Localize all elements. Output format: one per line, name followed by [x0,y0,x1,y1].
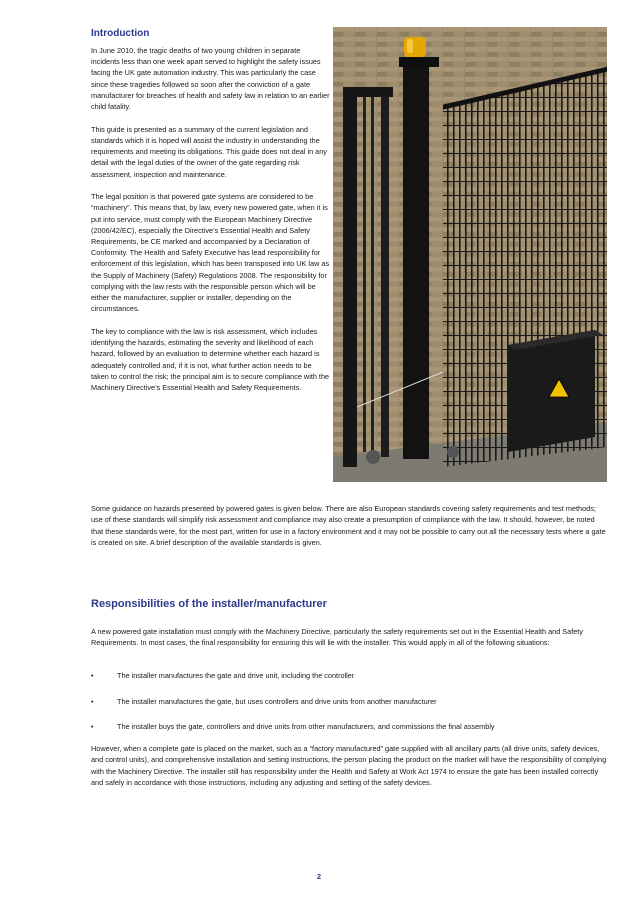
intro-paragraph-4: The key to compliance with the law is risk assessment, which includes identifying the hazards, estimating the severity and likelihood of each hazard, followed by an evaluation to determine whether each hazard is adequately controlled and, if it is not, what further action needs to be taken to control the risk; the principal aim is to secure compliance with the Machinery Directive’s Essential Health and Safety Requirements. [91,326,330,392]
guidance-text: Some guidance on hazards presented by powered gates is given below. There are also European standards covering safety requirements and test methods; use of these standards will simplify risk assessment and compliance may also create a presumption of compliance with the law. It should, however, be noted that these standards were, for the most part, written for use in a factory environment and it may not be possible to carry out all the necessary tests where a gate is created on site. A brief description of the available standards is given. [91,504,606,547]
intro-paragraph-3: The legal position is that powered gate systems are considered to be “machinery”. This means that, by law, every new powered gate, when it is put into service, must comply with the European Machinery Directive (2006/42/EC), especially the Directive’s Essential Health and Safety Requirements, be CE marked and accompanied by a Declaration of Conformity. The Health and Safety Executive has lead responsibility for enforcement of this legislation, which has been transposed into UK law as the Supply of Machinery (Safety) Regulations 2008. The responsibility for complying with the law rests with the responsible person which will be either the manufacturer, supplier or installer, depending on the circumstances. [91,192,330,314]
closing-text: However, when a complete gate is placed on the market, such as a “factory manufactured” gate supplied with all ancillary parts (all drive units, safety devices, and control units), and comprehensive installation and setting instructions, the person placing the product on the market will have the responsibility of complying with the Machinery Directive. The installer still has responsibility under the Health and Safety at Work Act 1974 to ensure the gate has been installed correctly and safely in accordance with those instructions, including any adjusting and setting of the safety devices. [91,744,607,787]
gate-photo-illustration [333,27,607,482]
standards-guidance-paragraph [91,503,607,548]
introduction-text [91,45,331,405]
bullet-text: The installer buys the gate, controllers and drive units from other manufacturers, and commissions the final assembly [117,722,495,731]
responsibilities-closing [91,743,607,788]
introduction-heading: Introduction [91,28,150,39]
list-item [91,721,607,732]
bullet-icon: • [91,722,94,731]
page-number: 2 [316,872,322,881]
list-item [91,696,607,707]
responsibilities-intro-text: A new powered gate installation must comply with the Machinery Directive, particularly the safety requirements set out in the Essential Health and Safety Requirements. In most cases, the final responsibility for ensuring this will lie with the installer. This would apply in all of the following situations: [91,627,583,648]
responsibilities-bullet-list [91,670,607,747]
bullet-text: The installer manufactures the gate, but uses controllers and drive units from another manufacturer [117,696,437,706]
sliding-gate-photo [333,27,607,482]
intro-paragraph-2: This guide is presented as a summary of the current legislation and standards which it is hoped will assist the industry in understanding the requirements and meeting its obligations. This guide does not deal in any detail with the legal duties of the owner of the gate regarding risk assessment, inspection and maintenance. [91,124,327,179]
responsibilities-intro [91,626,607,649]
responsibilities-heading: Responsibilities of the installer/manufacturer [91,598,327,610]
bullet-text: The installer manufactures the gate and drive unit, including the controller [117,671,355,680]
list-item [91,670,607,681]
bullet-icon: • [91,696,94,706]
bullet-icon: • [91,671,94,680]
intro-paragraph-1: In June 2010, the tragic deaths of two young children in separate incidents less than one week apart served to highlight the safety issues facing the UK gate automation industry. This was particularly the case since these tragedies followed so soon after the conviction of a gate manufacturer for breaches of health and safety law in relation to an earlier child fatality. [91,46,330,112]
